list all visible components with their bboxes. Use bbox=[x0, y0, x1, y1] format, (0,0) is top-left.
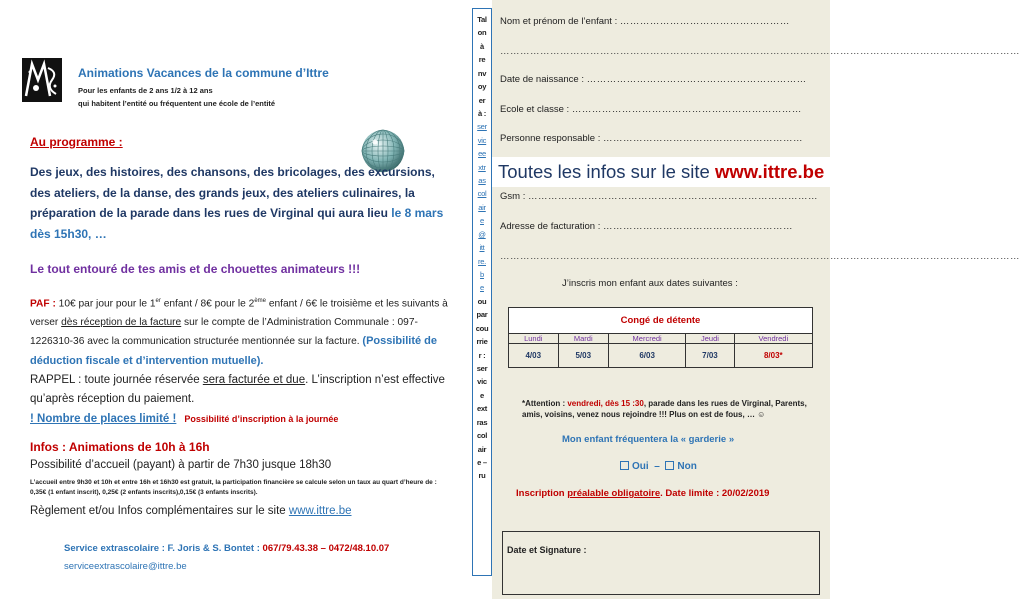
strip-line: er bbox=[478, 95, 486, 105]
strip-line: ru bbox=[478, 471, 486, 481]
non-checkbox[interactable] bbox=[665, 461, 674, 470]
commune-logo bbox=[22, 58, 62, 102]
paf-text-3: enfant / 6€ le troisième et les suivants à verser bbox=[30, 298, 448, 328]
strip-line: e bbox=[480, 390, 484, 400]
date-cell[interactable]: 5/03 bbox=[558, 344, 609, 368]
strip-line: cou bbox=[475, 323, 489, 333]
strip-line: e – bbox=[477, 457, 487, 467]
day-wednesday: Mercredi bbox=[609, 334, 686, 344]
attention-note bbox=[522, 398, 818, 420]
day-monday: Lundi bbox=[509, 334, 559, 344]
service-label: Service extrascolaire : F. Joris & S. Bontet : bbox=[64, 543, 263, 554]
gsm-label: Gsm : bbox=[500, 191, 526, 202]
naissance-field[interactable]: Date de naissance : ………………………………………………………… bbox=[500, 74, 807, 85]
registration-form bbox=[492, 0, 1020, 599]
strip-line: r : bbox=[478, 350, 486, 360]
attention-time: vendredi, dès 15 :30 bbox=[567, 399, 644, 408]
strip-line: vic bbox=[477, 377, 487, 387]
paf-section bbox=[30, 292, 460, 429]
subtitle-line-1: Pour les enfants de 2 ans 1/2 à 12 ans bbox=[78, 86, 213, 95]
date-cell[interactable]: 6/03 bbox=[609, 344, 686, 368]
website-banner bbox=[492, 157, 832, 187]
signature-box[interactable] bbox=[502, 531, 820, 595]
date-cell[interactable]: 4/03 bbox=[509, 344, 559, 368]
strip-line: col bbox=[476, 431, 488, 441]
adresse-field[interactable]: Adresse de facturation : ………………………………………………… bbox=[500, 221, 793, 232]
strip-line: oy bbox=[477, 82, 487, 92]
strip-line: re bbox=[478, 55, 486, 65]
strip-line: re. bbox=[478, 256, 486, 266]
date-cell[interactable]: 7/03 bbox=[686, 344, 734, 368]
programme-date: le 8 mars dès 15h30, … bbox=[30, 206, 444, 241]
service-phone: 067/79.43.38 – 0472/48.10.07 bbox=[262, 543, 390, 554]
inscr-text-1: Inscription bbox=[516, 488, 568, 499]
nom-dots[interactable]: ………………………………………………………………………………………………………………………………………… bbox=[500, 46, 1020, 57]
flyer-title: Animations Vacances de la commune d’Ittre bbox=[78, 66, 329, 80]
adresse-label: Adresse de facturation : bbox=[500, 221, 601, 232]
strip-line: Tal bbox=[477, 15, 487, 24]
attention-text: , parade dans les rues de Virginal, Parents, amis, voisins, venez nous rejoindre !!! Plus on est de fous, … ☺ bbox=[522, 399, 807, 419]
responsable-field[interactable]: Personne responsable : …………………………………………………… bbox=[500, 133, 803, 144]
strip-line: b bbox=[480, 270, 484, 280]
programme-body: Des jeux, des histoires, des chansons, des bricolages, des excursions, des ateliers, de la danse, des grands jeux, des ateliers culinaires, la préparation de la parade dans les rues de Virginal qui aura lieu bbox=[30, 165, 435, 220]
service-contact bbox=[64, 543, 389, 554]
paf-text-1: 10€ par jour pour le 1 bbox=[55, 298, 156, 310]
day-thursday: Jeudi bbox=[686, 334, 734, 344]
strip-line: ras bbox=[476, 417, 488, 427]
garderie-options: Oui – Non bbox=[620, 461, 697, 472]
programme-text bbox=[30, 162, 455, 244]
responsable-label: Personne responsable : bbox=[500, 133, 601, 144]
flyer-subtitle bbox=[78, 84, 358, 110]
attention-label: *Attention : bbox=[522, 399, 568, 408]
reglement-text bbox=[30, 505, 352, 517]
strip-line: vic bbox=[477, 135, 487, 145]
entoure-text: Le tout entouré de tes amis et de chouettes animateurs !!! bbox=[30, 262, 361, 276]
strip-line: air bbox=[478, 202, 486, 212]
garderie-question: Mon enfant fréquentera la « garderie » bbox=[562, 434, 735, 445]
paf-text-4: sur le compte de l’Administration Communale : 097-1226310-36 avec la communication structurée mentionnée sur la facture. bbox=[30, 316, 418, 348]
rappel-text-1: RAPPEL : toute journée réservée bbox=[30, 374, 203, 387]
strip-line: e bbox=[480, 216, 484, 226]
strip-line: xtr bbox=[478, 162, 486, 172]
accueil-notes: L’accueil entre 9h30 et 10h et entre 16h et 16h30 est gratuit, la participation financière se calcule selon un taux au quart d’heure de : 0,35€ (1 enfant inscrit), 0,25€ (2 enfants inscrits),0,15€ (3 enfants inscrits). bbox=[30, 479, 437, 496]
reglement-label: Règlement et/ou Infos complémentaires sur le site bbox=[30, 505, 289, 517]
strip-line: ou bbox=[477, 296, 487, 306]
signature-label: Date et Signature : bbox=[507, 545, 587, 555]
oui-checkbox[interactable] bbox=[620, 461, 629, 470]
strip-line: air bbox=[477, 444, 487, 454]
paf-label: PAF : bbox=[30, 298, 56, 310]
strip-line: e bbox=[480, 283, 484, 293]
paf-sup-2: ème bbox=[254, 298, 267, 304]
strip-line: nv bbox=[477, 68, 487, 78]
strip-line: à bbox=[480, 41, 484, 51]
subtitle-line-2: qui habitent l’entité ou fréquentent une école de l’entité bbox=[78, 99, 276, 108]
paf-underlined: dès réception de la facture bbox=[61, 316, 182, 328]
day-tuesday: Mardi bbox=[558, 334, 609, 344]
strip-line: col bbox=[477, 189, 487, 199]
conge-header: Congé de détente bbox=[509, 308, 813, 334]
gsm-field[interactable]: Gsm : …………………………………………………………………………… bbox=[500, 191, 818, 202]
paf-deduction: (Possibilité de déduction fiscale et d’intervention mutuelle). bbox=[30, 335, 437, 367]
banner-text: Toutes les infos sur le site bbox=[498, 161, 715, 182]
strip-line: ser bbox=[476, 363, 488, 373]
inscription-deadline bbox=[516, 488, 769, 499]
non-label: Non bbox=[677, 461, 697, 472]
strip-line: ser bbox=[477, 122, 487, 132]
strip-line: à : bbox=[478, 108, 486, 118]
dates-table bbox=[508, 307, 813, 368]
strip-line: itt bbox=[479, 243, 485, 253]
rappel-underlined: sera facturée et due bbox=[202, 374, 306, 387]
service-email[interactable]: serviceextrascolaire@ittre.be bbox=[64, 561, 187, 572]
strip-line: on bbox=[477, 28, 487, 38]
banner-link[interactable]: www.ittre.be bbox=[714, 161, 825, 182]
strip-line: par bbox=[476, 310, 488, 320]
ecole-field[interactable]: Ecole et classe : …………………………………………………………… bbox=[500, 104, 802, 115]
inscr-underlined: préalable obligatoire bbox=[567, 488, 661, 499]
strip-line: rrie bbox=[476, 337, 488, 347]
paf-text-2: enfant / 8€ pour le 2 bbox=[160, 298, 255, 310]
strip-line: ee bbox=[478, 149, 486, 159]
naissance-label: Date de naissance : bbox=[500, 74, 584, 85]
date-cell[interactable]: 8/03* bbox=[734, 344, 812, 368]
jinscris-text: J’inscris mon enfant aux dates suivantes : bbox=[562, 278, 738, 289]
website-link[interactable]: www.ittre.be bbox=[288, 505, 352, 517]
oui-label: Oui bbox=[632, 461, 649, 472]
adresse-dots[interactable]: ………………………………………………………………………………………………………………………………………… bbox=[500, 251, 1020, 262]
inscription-journee: Possibilité d’inscription à la journée bbox=[184, 413, 339, 424]
strip-line: ext bbox=[476, 404, 488, 414]
strip-line: as bbox=[478, 176, 486, 186]
rappel-text-2: . L’inscription n’est effective qu’après réception du paiement. bbox=[30, 374, 445, 406]
return-slip-strip bbox=[472, 8, 492, 576]
nom-label: Nom et prénom de l’enfant : bbox=[500, 16, 618, 27]
programme-heading: Au programme : bbox=[30, 135, 123, 149]
infos-heading: Infos : Animations de 10h à 16h bbox=[30, 440, 210, 454]
places-limited: ! Nombre de places limité ! bbox=[30, 412, 177, 425]
accueil-text: Possibilité d’accueil (payant) à partir de 7h30 jusque 18h30 bbox=[30, 459, 332, 471]
nom-field[interactable]: Nom et prénom de l’enfant : …………………………………………… bbox=[500, 16, 790, 27]
inscr-text-2: . Date limite : 20/02/2019 bbox=[660, 488, 770, 499]
paf-sup-1: er bbox=[155, 298, 161, 304]
ecole-label: Ecole et classe : bbox=[500, 104, 570, 115]
day-friday: Vendredi bbox=[734, 334, 812, 344]
strip-line: @ bbox=[478, 229, 486, 239]
